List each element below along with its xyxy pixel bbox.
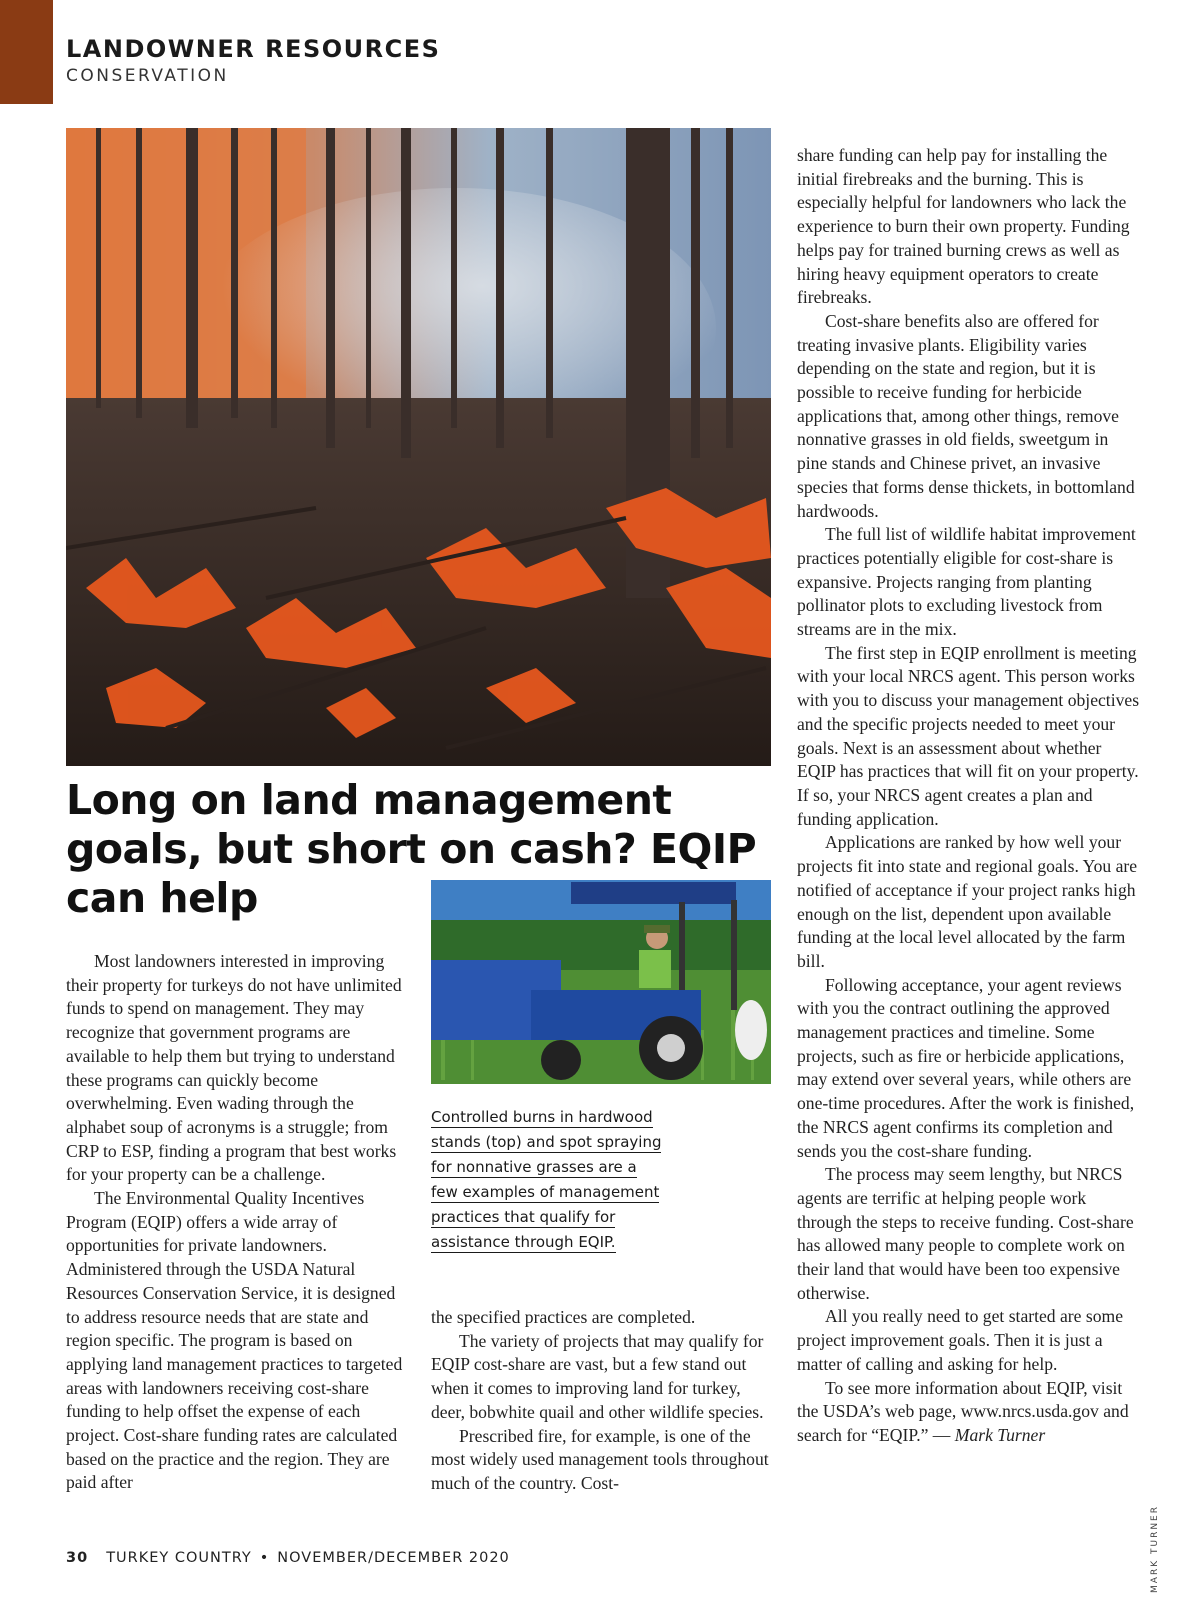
section-color-tab bbox=[0, 0, 53, 104]
final-text: To see more information about EQIP, visit the USDA’s web page, www.nrcs.usda.gov and search for “EQIP.” — bbox=[797, 1377, 1129, 1445]
issue-date: NOVEMBER/DECEMBER 2020 bbox=[277, 1550, 510, 1566]
article-column-1 bbox=[66, 950, 406, 1495]
caption-line: stands (top) and spot spraying bbox=[431, 1133, 662, 1151]
article-column-3 bbox=[797, 144, 1142, 1448]
paragraph: The variety of projects that may qualify for EQIP cost-share are vast, but a few stand out when it comes to improving land for turkey, deer, bobwhite quail and other wildlife species. bbox=[431, 1330, 764, 1422]
paragraph: Cost-share benefits also are offered for treating invasive plants. Eligibility varies depending on the state and region, but it is possible to receive funding for herbicide applications that, among other things, remove nonnative grasses in old fields, sweetgum in pine stands and Chinese privet, an invasive species that forms dense thickets, in bottomland hardwoods. bbox=[797, 310, 1135, 521]
caption-line: practices that qualify for bbox=[431, 1208, 616, 1226]
magazine-name: TURKEY COUNTRY bbox=[106, 1550, 252, 1566]
paragraph: The Environmental Quality Incentives Program (EQIP) offers a wide array of opportunities for private landowners. Administered through the USDA Natural Resources Conservation Service, it is designed to address resource needs that are state and region specific. The program is based on applying land management practices to targeted areas with landowners receiving cost-share funding to help offset the expense of each project. Cost-share funding rates are calculated based on the practice and the region. They are paid after bbox=[66, 1188, 403, 1493]
caption-line: assistance through EQIP. bbox=[431, 1233, 616, 1251]
byline: Mark Turner bbox=[954, 1424, 1046, 1445]
caption-line: for nonnative grasses are a bbox=[431, 1158, 637, 1176]
article-column-2 bbox=[431, 1306, 771, 1496]
page-footer bbox=[66, 1550, 510, 1566]
paragraph: The full list of wildlife habitat improvement practices potentially eligible for cost-share is expansive. Projects ranging from planting pollinator plots to excluding livestock from streams are in the mix. bbox=[797, 524, 1136, 640]
paragraph: share funding can help pay for installing the initial firebreaks and the burning. This is especially helpful for landowners who lack the experience to burn their own property. Funding helps pay for trained burning crews as well as hiring heavy equipment operators to create firebreaks. bbox=[797, 145, 1130, 308]
paragraph: Most landowners interested in improving their property for turkeys do not have unlimited funds to spend on management. They may recognize that government programs are available to help them but trying to understand these programs can quickly become overwhelming. Even wading through the alphabet soup of acronyms is a struggle; from CRP to ESP, finding a program that best works for your property can be a challenge. bbox=[66, 951, 402, 1185]
section-title: LANDOWNER RESOURCES bbox=[66, 35, 441, 63]
page-number: 30 bbox=[66, 1550, 89, 1566]
caption-line: Controlled burns in hardwood bbox=[431, 1108, 653, 1126]
caption-line: few examples of management bbox=[431, 1183, 660, 1201]
paragraph: Prescribed fire, for example, is one of the most widely used management tools throughout much of the country. Cost- bbox=[431, 1425, 769, 1493]
footer-separator: • bbox=[259, 1550, 270, 1566]
forest-fire-icon bbox=[66, 128, 771, 766]
article-headline: Long on land management goals, but short on cash? EQIP can help bbox=[66, 776, 757, 922]
paragraph: Applications are ranked by how well your projects fit into state and regional goals. You are notified of acceptance if your project ranks high enough on the list, dependent upon available funding at the local level allocated by the farm bill. bbox=[797, 832, 1138, 971]
paragraph: Following acceptance, your agent reviews with you the contract outlining the approved management practices and timeline. Some projects, such as fire or herbicide applications, may extend over several years, while others are one-time procedures. After the work is finished, the NRCS agent confirms its completion and sends you the cost-share funding. bbox=[797, 974, 1135, 1161]
paragraph: The first step in EQIP enrollment is meeting with your local NRCS agent. This person works with you to discuss your management objectives and the specific projects needed to meet your goals. Next is an assessment about whether EQIP has practices that will fit on your property. If so, your NRCS agent creates a plan and funding application. bbox=[797, 642, 1140, 829]
paragraph: All you really need to get started are some project improvement goals. Then it is just a matter of calling and asking for help. bbox=[797, 1306, 1124, 1374]
forest-fire-photo bbox=[66, 128, 771, 766]
photo-credit: MARK TURNER bbox=[1150, 1505, 1160, 1593]
paragraph-final bbox=[797, 1377, 1142, 1448]
photo-caption bbox=[431, 1105, 676, 1255]
section-subtitle: CONSERVATION bbox=[66, 66, 229, 86]
paragraph: the specified practices are completed. bbox=[431, 1307, 696, 1327]
paragraph: The process may seem lengthy, but NRCS agents are terrific at helping people work through the steps to receive funding. Cost-share has allowed many people to complete work on their land that would have been too expensive otherwise. bbox=[797, 1164, 1134, 1303]
